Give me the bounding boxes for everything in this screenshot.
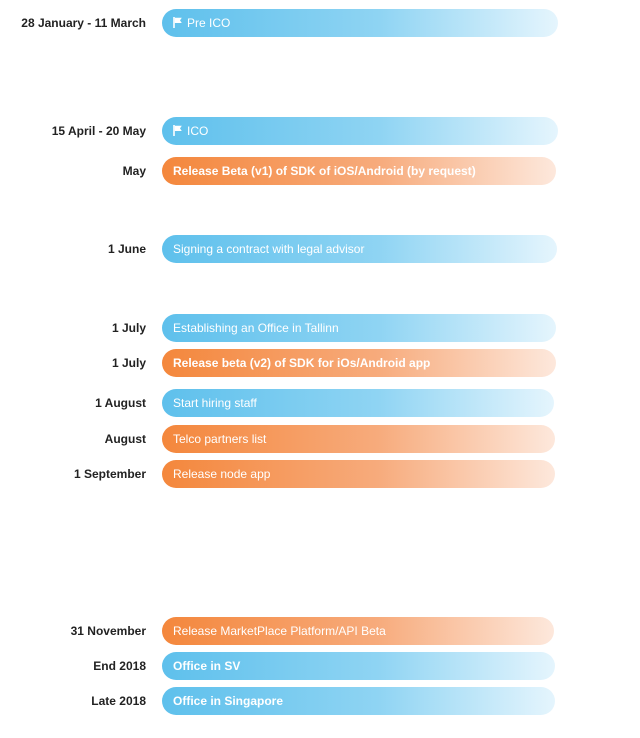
milestone-bar[interactable] — [162, 460, 555, 488]
milestone-label: Office in SV — [173, 659, 241, 673]
milestone-date: May — [122, 164, 146, 178]
timeline-row — [0, 652, 640, 680]
milestone-bar[interactable] — [162, 349, 556, 377]
timeline-row — [0, 389, 640, 417]
milestone-label: Release Beta (v1) of SDK of iOS/Android (by request) — [173, 164, 476, 178]
milestone-date: August — [104, 432, 146, 446]
timeline-row — [0, 235, 640, 263]
timeline-row — [0, 9, 640, 37]
timeline-row — [0, 157, 640, 185]
milestone-bar[interactable] — [162, 617, 554, 645]
milestone-bar[interactable] — [162, 9, 558, 37]
flag-icon — [173, 125, 183, 136]
milestone-label: ICO — [187, 124, 209, 138]
milestone-label: Release MarketPlace Platform/API Beta — [173, 624, 386, 638]
milestone-bar[interactable] — [162, 389, 554, 417]
milestone-bar[interactable] — [162, 687, 555, 715]
milestone-bar[interactable] — [162, 652, 555, 680]
milestone-label: Pre ICO — [187, 16, 231, 30]
timeline-row — [0, 314, 640, 342]
milestone-date: 1 September — [73, 467, 146, 481]
milestone-date: 15 April - 20 May — [51, 124, 146, 138]
milestone-label: Release beta (v2) of SDK for iOs/Android app — [173, 356, 431, 370]
timeline-row — [0, 425, 640, 453]
timeline-row — [0, 349, 640, 377]
milestone-label: Office in Singapore — [173, 694, 284, 708]
flag-icon — [173, 17, 183, 28]
milestone-date: Late 2018 — [91, 694, 146, 708]
timeline-row — [0, 117, 640, 145]
milestone-date: 31 November — [70, 624, 146, 638]
milestone-label: Signing a contract with legal advisor — [173, 242, 365, 256]
milestone-label: Start hiring staff — [173, 396, 257, 410]
milestone-label: Establishing an Office in Tallinn — [173, 321, 339, 335]
timeline-row — [0, 687, 640, 715]
milestone-date: 1 July — [111, 356, 146, 370]
milestone-bar[interactable] — [162, 425, 555, 453]
milestone-label: Telco partners list — [173, 432, 267, 446]
timeline-row — [0, 617, 640, 645]
milestone-bar[interactable] — [162, 314, 556, 342]
milestone-date: 28 January - 11 March — [21, 16, 146, 30]
timeline-row — [0, 460, 640, 488]
milestone-date: 1 August — [95, 396, 146, 410]
milestone-bar[interactable] — [162, 157, 556, 185]
milestone-date: 1 June — [107, 242, 146, 256]
milestone-date: End 2018 — [93, 659, 146, 673]
milestone-date: 1 July — [111, 321, 146, 335]
milestone-bar[interactable] — [162, 117, 558, 145]
milestone-label: Release node app — [173, 467, 271, 481]
milestone-bar[interactable] — [162, 235, 557, 263]
